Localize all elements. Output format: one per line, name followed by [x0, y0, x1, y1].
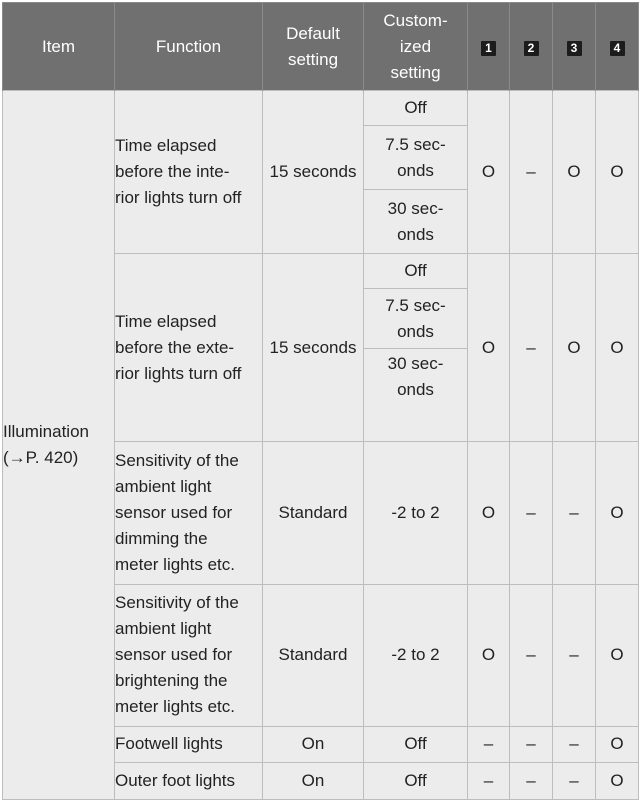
option-line: onds — [397, 380, 434, 400]
default-setting-cell: 15 seconds — [263, 91, 364, 254]
header-customized-line: Custom- — [383, 10, 448, 30]
header-customized-setting — [364, 3, 468, 91]
mark-cell-1: O — [468, 442, 510, 584]
customized-option-cell — [364, 126, 468, 190]
default-setting-cell: On — [263, 762, 364, 799]
option-line: 30 sec- — [387, 354, 444, 374]
default-setting-cell: Standard — [263, 442, 364, 584]
item-cell — [3, 91, 115, 800]
function-line: before the inte- — [115, 162, 230, 182]
mark-cell-3: – — [553, 584, 596, 726]
mark-cell-1: O — [468, 584, 510, 726]
option-line: Off — [404, 261, 427, 281]
mark-cell-2: – — [510, 254, 553, 442]
function-cell — [115, 91, 263, 254]
function-line: rior lights turn off — [115, 363, 242, 383]
function-line: before the exte- — [115, 337, 235, 357]
customized-option-cell — [364, 190, 468, 254]
header-item: Item — [3, 3, 115, 91]
default-setting-cell: On — [263, 726, 364, 762]
mark-cell-3: O — [553, 91, 596, 254]
mark-cell-3: O — [553, 254, 596, 442]
customized-option-cell — [364, 289, 468, 349]
number-badge-4: 4 — [610, 41, 625, 56]
function-cell: Outer foot lights — [115, 762, 263, 799]
mark-cell-1: – — [468, 762, 510, 799]
header-default-line: setting — [287, 49, 339, 69]
header-customized-line: ized — [399, 36, 432, 56]
item-name: Illumination — [3, 422, 89, 441]
mark-cell-4: O — [596, 442, 639, 584]
default-setting-cell: 15 seconds — [263, 254, 364, 442]
function-line: sensor used for — [115, 503, 233, 523]
header-customized-line: setting — [390, 62, 441, 82]
mark-cell-2: – — [510, 91, 553, 254]
mark-cell-1: O — [468, 91, 510, 254]
function-line: ambient light — [115, 477, 212, 497]
customized-option-cell — [364, 91, 468, 126]
option-line: 7.5 sec- — [385, 134, 446, 154]
function-line: Time elapsed — [115, 311, 217, 331]
mark-cell-2: – — [510, 442, 553, 584]
customized-option-cell: -2 to 2 — [364, 584, 468, 726]
mark-cell-1: O — [468, 254, 510, 442]
function-line: Sensitivity of the — [115, 593, 239, 613]
default-setting-cell: Standard — [263, 584, 364, 726]
mark-cell-1: – — [468, 726, 510, 762]
number-badge-1: 1 — [481, 41, 496, 56]
mark-cell-3: – — [553, 762, 596, 799]
mark-cell-4: O — [596, 762, 639, 799]
mark-cell-4: O — [596, 726, 639, 762]
mark-cell-3: – — [553, 726, 596, 762]
function-line: sensor used for — [115, 645, 233, 665]
customized-option-cell — [364, 349, 468, 442]
mark-cell-3: – — [553, 442, 596, 584]
mark-cell-2: – — [510, 584, 553, 726]
function-line: brightening the — [115, 671, 228, 691]
customized-option-cell: -2 to 2 — [364, 442, 468, 584]
function-cell — [115, 442, 263, 584]
function-cell — [115, 254, 263, 442]
customized-option-cell: Off — [364, 726, 468, 762]
header-col-2 — [510, 3, 553, 91]
mark-cell-2: – — [510, 762, 553, 799]
option-line: onds — [397, 160, 434, 180]
item-page-ref: (→P. 420) — [3, 448, 79, 467]
header-default-line: Default — [286, 23, 340, 43]
header-col-4 — [596, 3, 639, 91]
function-line: ambient light — [115, 619, 212, 639]
header-row — [3, 3, 639, 91]
mark-cell-4: O — [596, 254, 639, 442]
number-badge-3: 3 — [567, 41, 582, 56]
header-col-1 — [468, 3, 510, 91]
customized-option-cell — [364, 254, 468, 289]
header-function: Function — [115, 3, 263, 91]
table-row — [3, 91, 639, 126]
function-cell: Footwell lights — [115, 726, 263, 762]
function-cell — [115, 584, 263, 726]
option-line: 30 sec- — [387, 198, 444, 218]
header-default-setting — [263, 3, 364, 91]
option-line: Off — [404, 98, 427, 118]
number-badge-2: 2 — [524, 41, 539, 56]
customized-option-cell: Off — [364, 762, 468, 799]
function-line: Time elapsed — [115, 136, 217, 156]
option-line: onds — [397, 224, 434, 244]
function-line: rior lights turn off — [115, 188, 242, 208]
customization-table — [2, 2, 639, 800]
mark-cell-4: O — [596, 584, 639, 726]
mark-cell-4: O — [596, 91, 639, 254]
header-col-3 — [553, 3, 596, 91]
mark-cell-2: – — [510, 726, 553, 762]
function-line: dimming the — [115, 529, 208, 549]
option-line: 7.5 sec- — [385, 295, 446, 315]
function-line: meter lights etc. — [115, 697, 235, 717]
option-line: onds — [397, 321, 434, 341]
function-line: meter lights etc. — [115, 555, 235, 575]
function-line: Sensitivity of the — [115, 451, 239, 471]
